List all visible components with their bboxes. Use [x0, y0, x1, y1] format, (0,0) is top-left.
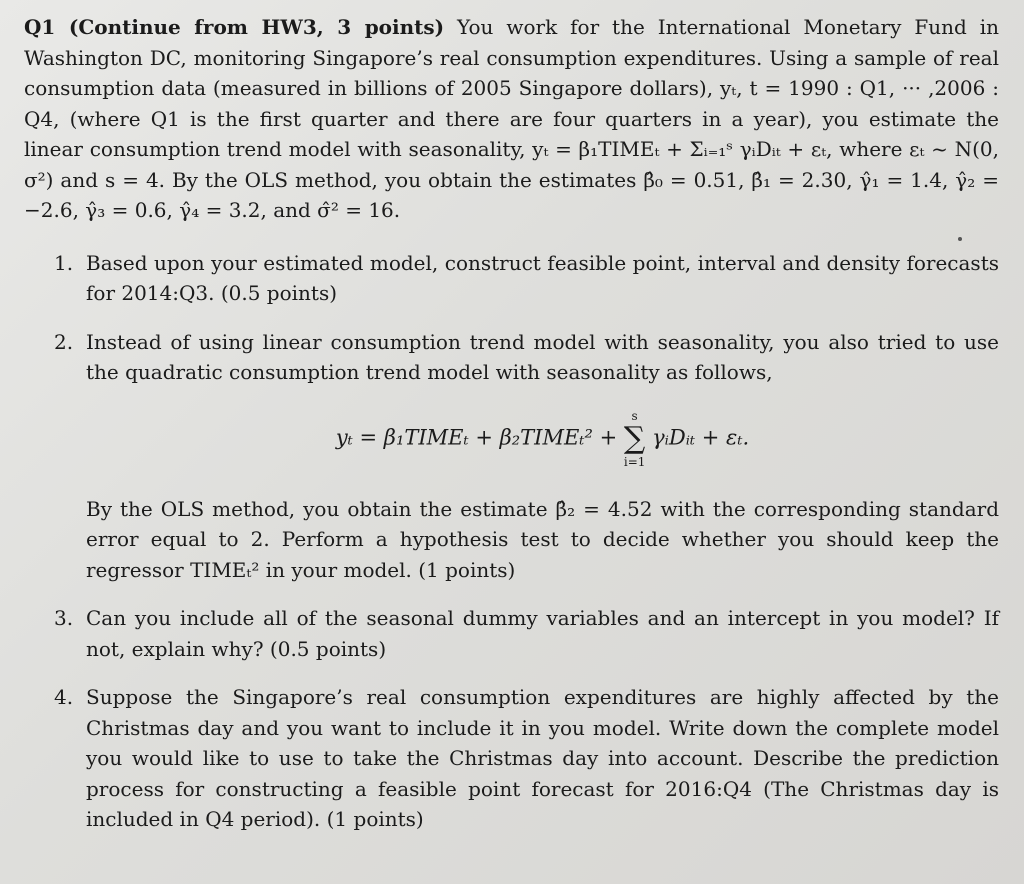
equation-left: yₜ = β₁TIMEₜ + β₂TIMEₜ² + — [335, 425, 618, 449]
item-text-after: By the OLS method, you obtain the estimate β̂₂ = 4.52 with the corresponding standard error equal to 2. Perform a hypothesis test to decide whether you should keep the regressor TIMEₜ² in your model. (1 points) — [86, 496, 999, 582]
document-page — [24, 12, 999, 853]
question-intro — [24, 12, 999, 226]
summation — [624, 408, 646, 470]
intro-text: You work for the International Monetary Fund in Washington DC, monitoring Singapore’s real consumption expenditures. Using a sample of real consumption data (measured in billions of 2005 Singapore dollars), yₜ, t = 1990 : Q1, ··· ,2006 : Q4, (where Q1 is the first quarter and there are four quarters in a year), you estimate the linear consumption trend model with seasonality, yₜ = β₁TIMEₜ + Σᵢ₌₁ˢ γᵢDᵢₜ + εₜ, where εₜ ~ N(0, σ²) and s = 4. By the OLS method, you obtain the estimates β̂₀ = 0.51, β̂₁ = 2.30, γ̂₁ = 1.4, γ̂₂ = −2.6, γ̂₃ = 0.6, γ̂₄ = 3.2, and σ̂² = 16. — [24, 15, 999, 222]
sub-question-2 — [54, 327, 999, 586]
item-number: 2. — [54, 329, 74, 354]
quadratic-model-equation — [86, 408, 999, 470]
sum-symbol: ∑ — [623, 420, 646, 456]
item-text: Based upon your estimated model, construct feasible point, interval and density forecasts for 2014:Q3. (0.5 points) — [86, 250, 999, 305]
item-number: 1. — [54, 250, 74, 275]
question-label: Q1 (Continue from HW3, 3 points) — [24, 15, 445, 39]
sub-question-list — [24, 248, 999, 835]
item-number: 3. — [54, 606, 74, 630]
sub-question-4 — [54, 682, 999, 835]
sub-question-1 — [54, 248, 999, 309]
item-body — [86, 327, 999, 586]
sub-question-3 — [54, 603, 999, 664]
paper-speck — [958, 237, 962, 241]
item-text: Suppose the Singapore’s real consumption expenditures are highly affected by the Christmas day and you want to include it in you model. Write down the complete model you would like to use to take the Christmas day into account. Describe the prediction process for constructing a feasible point forecast for 2016:Q4 (The Christmas day is included in Q4 period). (1 points) — [86, 685, 999, 831]
item-text: Can you include all of the seasonal dummy variables and an intercept in you model? If not, explain why? (0.5 points) — [86, 606, 999, 661]
item-number: 4. — [54, 685, 74, 709]
sum-lower-limit: i=1 — [623, 454, 646, 469]
item-text: Instead of using linear consumption trend model with seasonality, you also tried to use the quadratic consumption trend model with seasonality as follows, — [86, 329, 999, 384]
sum-upper-limit: s — [631, 408, 638, 423]
equation-right: γᵢDᵢₜ + εₜ. — [652, 425, 750, 449]
